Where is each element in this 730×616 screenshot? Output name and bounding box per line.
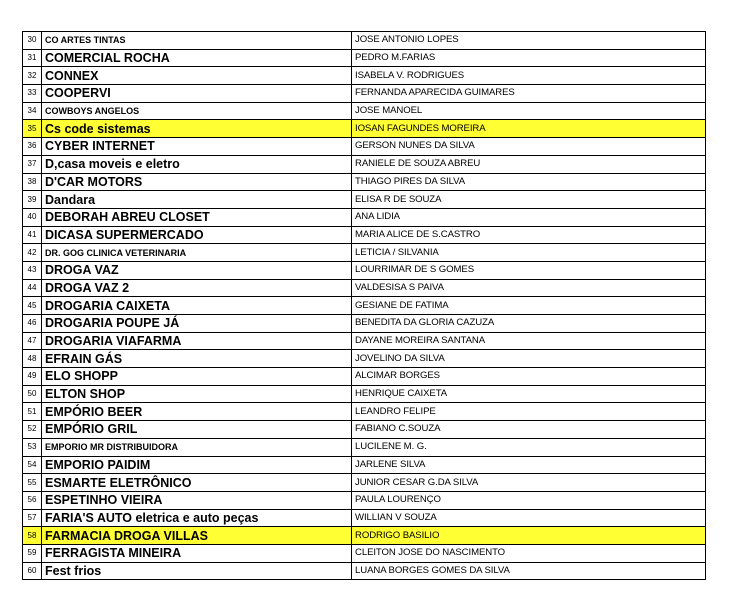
row-number-cell: 37: [23, 155, 42, 173]
row-number-cell: 42: [23, 244, 42, 262]
company-name-cell: DROGARIA POUPE JÁ: [42, 315, 352, 333]
table-row: [23, 208, 706, 226]
row-number-cell: 41: [23, 226, 42, 244]
table-row: [23, 261, 706, 279]
row-number-cell: 39: [23, 191, 42, 209]
company-name-cell: FARMACIA DROGA VILLAS: [42, 527, 352, 545]
contacts-table-body: [23, 32, 706, 580]
row-number-cell: 44: [23, 279, 42, 297]
company-name-cell: DROGA VAZ: [42, 261, 352, 279]
row-number-cell: 48: [23, 350, 42, 368]
row-number-cell: 60: [23, 562, 42, 580]
contact-name-cell: ALCIMAR BORGES: [352, 368, 706, 386]
contact-name-cell: ISABELA V. RODRIGUES: [352, 67, 706, 85]
contact-name-cell: ELISA R DE SOUZA: [352, 191, 706, 209]
company-name-cell: CONNEX: [42, 67, 352, 85]
contact-name-cell: JOSE ANTONIO LOPES: [352, 32, 706, 50]
contact-name-cell: DAYANE MOREIRA SANTANA: [352, 332, 706, 350]
table-row: [23, 491, 706, 509]
table-row: [23, 226, 706, 244]
table-row: [23, 332, 706, 350]
row-number-cell: 55: [23, 474, 42, 492]
table-row: [23, 120, 706, 138]
table-row: [23, 350, 706, 368]
contact-name-cell: JOVELINO DA SILVA: [352, 350, 706, 368]
contact-name-cell: RANIELE DE SOUZA ABREU: [352, 155, 706, 173]
company-name-cell: COWBOYS ANGELOS: [42, 102, 352, 120]
table-row: [23, 191, 706, 209]
table-row: [23, 385, 706, 403]
contact-name-cell: LETICIA / SILVANIA: [352, 244, 706, 262]
row-number-cell: 33: [23, 85, 42, 103]
table-row: [23, 85, 706, 103]
contact-name-cell: WILLIAN V SOUZA: [352, 509, 706, 527]
contact-name-cell: JARLENE SILVA: [352, 456, 706, 474]
company-name-cell: FARIA'S AUTO eletrica e auto peças: [42, 509, 352, 527]
table-row: [23, 49, 706, 67]
row-number-cell: 32: [23, 67, 42, 85]
contact-name-cell: BENEDITA DA GLORIA CAZUZA: [352, 315, 706, 333]
table-row: [23, 297, 706, 315]
company-name-cell: EMPÓRIO BEER: [42, 403, 352, 421]
contact-name-cell: MARIA ALICE DE S.CASTRO: [352, 226, 706, 244]
row-number-cell: 50: [23, 385, 42, 403]
table-row: [23, 279, 706, 297]
table-row: [23, 474, 706, 492]
company-name-cell: Dandara: [42, 191, 352, 209]
company-name-cell: EMPORIO MR DISTRIBUIDORA: [42, 438, 352, 456]
table-row: [23, 138, 706, 156]
company-name-cell: EMPÓRIO GRIL: [42, 421, 352, 439]
table-row: [23, 403, 706, 421]
company-name-cell: ESPETINHO VIEIRA: [42, 491, 352, 509]
contact-name-cell: RODRIGO BASILIO: [352, 527, 706, 545]
company-name-cell: EFRAIN GÁS: [42, 350, 352, 368]
row-number-cell: 57: [23, 509, 42, 527]
company-name-cell: CYBER INTERNET: [42, 138, 352, 156]
contact-name-cell: PEDRO M.FARIAS: [352, 49, 706, 67]
contact-name-cell: CLEITON JOSE DO NASCIMENTO: [352, 544, 706, 562]
row-number-cell: 31: [23, 49, 42, 67]
company-name-cell: DROGARIA CAIXETA: [42, 297, 352, 315]
contact-name-cell: PAULA LOURENÇO: [352, 491, 706, 509]
table-row: [23, 562, 706, 580]
table-row: [23, 438, 706, 456]
row-number-cell: 40: [23, 208, 42, 226]
company-name-cell: DEBORAH ABREU CLOSET: [42, 208, 352, 226]
company-name-cell: DR. GOG CLINICA VETERINARIA: [42, 244, 352, 262]
table-row: [23, 544, 706, 562]
table-row: [23, 67, 706, 85]
row-number-cell: 49: [23, 368, 42, 386]
contact-name-cell: GERSON NUNES DA SILVA: [352, 138, 706, 156]
row-number-cell: 53: [23, 438, 42, 456]
table-row: [23, 456, 706, 474]
table-row: [23, 173, 706, 191]
table-row: [23, 102, 706, 120]
table-row: [23, 368, 706, 386]
row-number-cell: 47: [23, 332, 42, 350]
company-name-cell: Cs code sistemas: [42, 120, 352, 138]
contact-name-cell: THIAGO PIRES DA SILVA: [352, 173, 706, 191]
company-name-cell: DROGARIA VIAFARMA: [42, 332, 352, 350]
table-row: [23, 315, 706, 333]
company-name-cell: EMPORIO PAIDIM: [42, 456, 352, 474]
contact-name-cell: FABIANO C.SOUZA: [352, 421, 706, 439]
table-row: [23, 421, 706, 439]
company-name-cell: DICASA SUPERMERCADO: [42, 226, 352, 244]
row-number-cell: 43: [23, 261, 42, 279]
table-row: [23, 155, 706, 173]
company-name-cell: ELO SHOPP: [42, 368, 352, 386]
contact-name-cell: LOURRIMAR DE S GOMES: [352, 261, 706, 279]
contact-name-cell: JOSE MANOEL: [352, 102, 706, 120]
row-number-cell: 56: [23, 491, 42, 509]
row-number-cell: 35: [23, 120, 42, 138]
row-number-cell: 45: [23, 297, 42, 315]
contact-name-cell: ANA LIDIA: [352, 208, 706, 226]
company-name-cell: COMERCIAL ROCHA: [42, 49, 352, 67]
contact-name-cell: GESIANE DE FATIMA: [352, 297, 706, 315]
company-name-cell: ELTON SHOP: [42, 385, 352, 403]
company-name-cell: ESMARTE ELETRÔNICO: [42, 474, 352, 492]
contact-name-cell: IOSAN FAGUNDES MOREIRA: [352, 120, 706, 138]
row-number-cell: 54: [23, 456, 42, 474]
row-number-cell: 34: [23, 102, 42, 120]
contact-name-cell: FERNANDA APARECIDA GUIMARES: [352, 85, 706, 103]
company-name-cell: COOPERVI: [42, 85, 352, 103]
company-name-cell: Fest frios: [42, 562, 352, 580]
company-name-cell: CO ARTES TINTAS: [42, 32, 352, 50]
table-row: [23, 244, 706, 262]
table-row: [23, 527, 706, 545]
table-row: [23, 509, 706, 527]
row-number-cell: 36: [23, 138, 42, 156]
row-number-cell: 38: [23, 173, 42, 191]
row-number-cell: 46: [23, 315, 42, 333]
contact-name-cell: LUCILENE M. G.: [352, 438, 706, 456]
company-name-cell: FERRAGISTA MINEIRA: [42, 544, 352, 562]
company-name-cell: DROGA VAZ 2: [42, 279, 352, 297]
contact-name-cell: HENRIQUE CAIXETA: [352, 385, 706, 403]
table-row: [23, 32, 706, 50]
row-number-cell: 51: [23, 403, 42, 421]
row-number-cell: 58: [23, 527, 42, 545]
contact-name-cell: LEANDRO FELIPE: [352, 403, 706, 421]
contact-name-cell: VALDESISA S PAIVA: [352, 279, 706, 297]
row-number-cell: 30: [23, 32, 42, 50]
contact-name-cell: LUANA BORGES GOMES DA SILVA: [352, 562, 706, 580]
contact-name-cell: JUNIOR CESAR G.DA SILVA: [352, 474, 706, 492]
contacts-table: [22, 31, 706, 580]
row-number-cell: 52: [23, 421, 42, 439]
row-number-cell: 59: [23, 544, 42, 562]
company-name-cell: D'CAR MOTORS: [42, 173, 352, 191]
company-name-cell: D,casa moveis e eletro: [42, 155, 352, 173]
